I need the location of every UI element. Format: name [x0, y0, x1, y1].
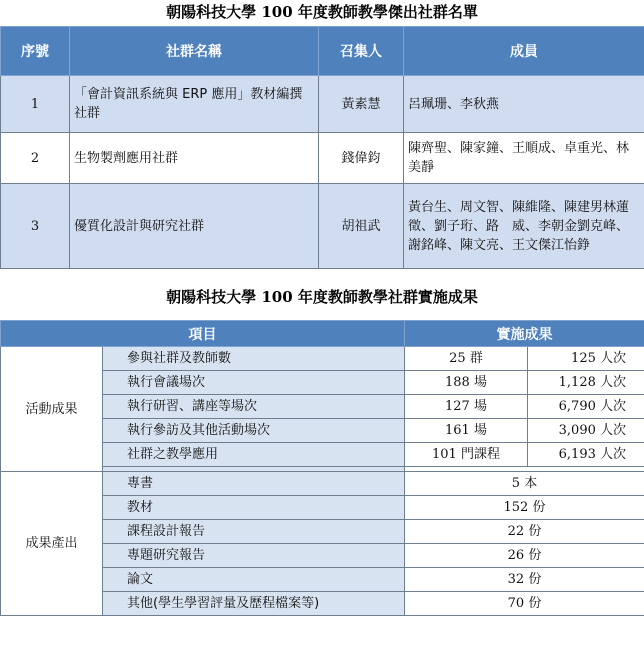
- cell-item: 專書: [103, 472, 405, 496]
- header-members: 成員: [404, 27, 644, 76]
- header-item: 項目: [1, 321, 405, 347]
- cell-value: 70 份: [405, 592, 644, 616]
- table-header-row: [1, 27, 644, 76]
- header-name: 社群名稱: [70, 27, 319, 76]
- cell-persons: 6,193 人次: [528, 443, 644, 467]
- cell-value: 32 份: [405, 568, 644, 592]
- cell-item: 參與社群及教師數: [103, 347, 405, 371]
- cell-item: 教材: [103, 496, 405, 520]
- group-label-output: 成果產出: [1, 472, 103, 616]
- cell-item: 其他(學生學習評量及歷程檔案等): [103, 592, 405, 616]
- cell-leader: 胡祖武: [319, 184, 404, 269]
- table-row: [1, 133, 644, 184]
- cell-no: 1: [1, 76, 70, 133]
- cell-item: 專題研究報告: [103, 544, 405, 568]
- table-row: [1, 347, 644, 371]
- cell-persons: 3,090 人次: [528, 419, 644, 443]
- cell-name: 生物製劑應用社群: [70, 133, 319, 184]
- cell-persons: 125 人次: [528, 347, 644, 371]
- cell-count: 25 群: [405, 347, 528, 371]
- communities-table: [0, 26, 644, 269]
- cell-leader: 錢偉鈞: [319, 133, 404, 184]
- cell-value: 26 份: [405, 544, 644, 568]
- header-no: 序號: [1, 27, 70, 76]
- cell-name: 優質化設計與研究社群: [70, 184, 319, 269]
- cell-item: 執行參訪及其他活動場次: [103, 419, 405, 443]
- cell-item: 社群之教學應用: [103, 443, 405, 467]
- page-title-communities: 朝陽科技大學 100 年度教師教學傑出社群名單: [166, 3, 478, 21]
- cell-name: 「會計資訊系統與 ERP 應用」教材編撰社群: [70, 76, 319, 133]
- cell-count: 161 場: [405, 419, 528, 443]
- table-header-row: [1, 321, 644, 347]
- cell-item: 論文: [103, 568, 405, 592]
- cell-members: 呂珮珊、李秋燕: [404, 76, 644, 133]
- cell-item: 執行研習、講座等場次: [103, 395, 405, 419]
- cell-count: 101 門課程: [405, 443, 528, 467]
- cell-value: 22 份: [405, 520, 644, 544]
- table-row: [1, 76, 644, 133]
- cell-count: 188 場: [405, 371, 528, 395]
- cell-members: 陳齊聖、陳家鐘、王順成、卓重光、林美靜: [404, 133, 644, 184]
- results-table: [0, 320, 644, 616]
- cell-leader: 黃素慧: [319, 76, 404, 133]
- cell-persons: 6,790 人次: [528, 395, 644, 419]
- cell-count: 127 場: [405, 395, 528, 419]
- cell-item: 執行會議場次: [103, 371, 405, 395]
- cell-value: 5 本: [405, 472, 644, 496]
- table-row: [1, 184, 644, 269]
- cell-no: 3: [1, 184, 70, 269]
- cell-no: 2: [1, 133, 70, 184]
- page-title-results: 朝陽科技大學 100 年度教師教學社群實施成果: [166, 288, 478, 306]
- cell-value: 152 份: [405, 496, 644, 520]
- header-leader: 召集人: [319, 27, 404, 76]
- header-result: 實施成果: [405, 321, 644, 347]
- cell-members: 黃台生、周文智、陳維隆、陳建男林蓮徵、劉子珩、路 威、李朝金劉克峰、謝銘峰、陳文亮、王文傑江怡錚: [404, 184, 644, 269]
- group-label-activity: 活動成果: [1, 347, 103, 472]
- cell-item: 課程設計報告: [103, 520, 405, 544]
- cell-persons: 1,128 人次: [528, 371, 644, 395]
- table-row: [1, 472, 644, 496]
